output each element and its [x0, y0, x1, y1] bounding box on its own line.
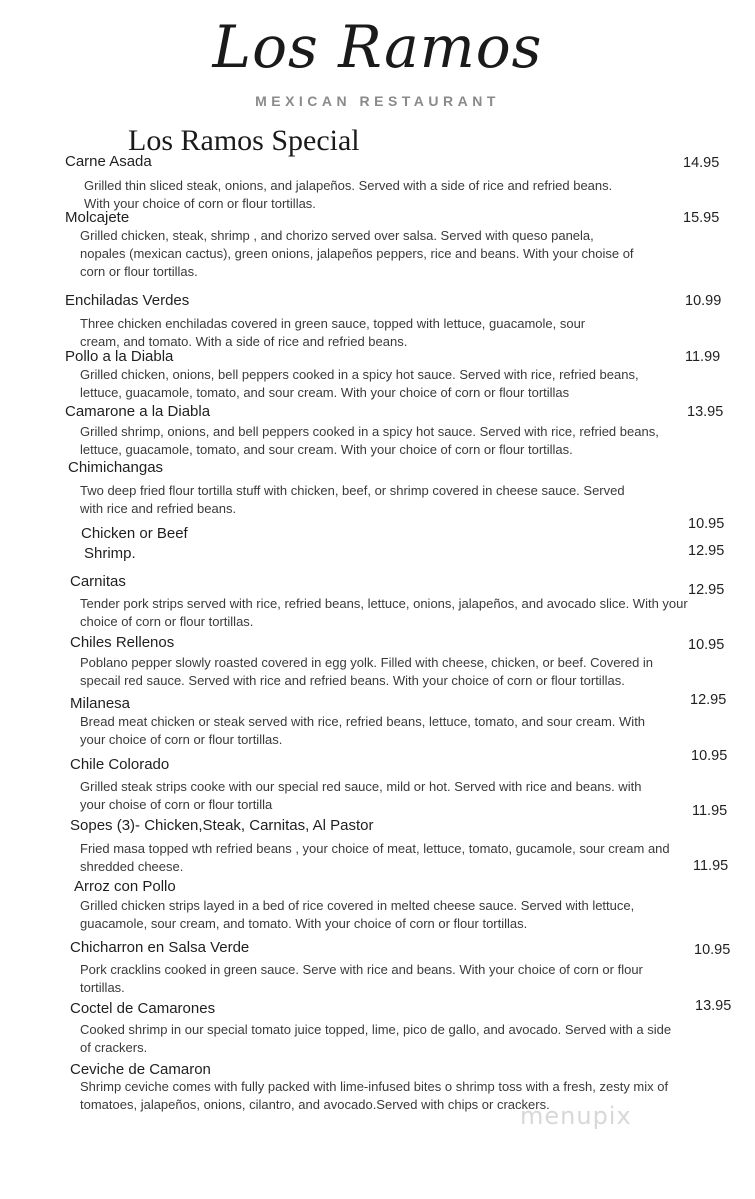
menu-item-price: 14.95 — [683, 155, 720, 171]
menu-item-name: Camarone a la Diabla — [65, 403, 211, 420]
menu-item-name: Chiles Rellenos — [70, 634, 175, 651]
menu-item-name: Arroz con Pollo — [74, 878, 176, 895]
menu-item-description: Three chicken enchiladas covered in green sauce, topped with lettuce, guacamole, sour cream, and tomato. With a side of rice and refried beans. — [80, 316, 586, 349]
menu-option-price: 12.95 — [688, 543, 725, 559]
menupix-watermark: menupix — [520, 1102, 632, 1130]
menu-item-description: Grilled thin sliced steak, onions, and jalapeños. Served with a side of rice and refried beans. With your choice of corn or flour tortillas. — [84, 178, 613, 211]
menu-item-price: 11.95 — [693, 858, 729, 874]
menu-item-price: 10.95 — [694, 942, 731, 958]
menu-item-description: Grilled steak strips cooke with our special red sauce, mild or hot. Served with rice and beans. with your choise of corn or flour tortilla — [80, 779, 642, 812]
menu-item-description: Poblano pepper slowly roasted covered in egg yolk. Filled with cheese, chicken, or beef. Covered in specail red sauce. Served with rice and refried beans. With your choice of corn or flour tortillas. — [80, 655, 654, 688]
menu-item-name: Carnitas — [70, 573, 126, 590]
menu-option-name: Chicken or Beef — [81, 525, 188, 542]
restaurant-logo: Los Ramos — [212, 13, 543, 81]
menu-item-description: Grilled chicken strips layed in a bed of rice covered in melted cheese sauce. Served with lettuce, guacamole, sour cream, and tomato. With your choice of corn or flour tortillas. — [80, 898, 635, 931]
menu-item-name: Sopes (3)- Chicken,Steak, Carnitas, Al Pastor — [70, 817, 374, 834]
menu-item-price: 13.95 — [687, 404, 724, 420]
menu-item-description: Grilled chicken, onions, bell peppers cooked in a spicy hot sauce. Served with rice, refried beans, lettuce, guacamole, tomato, and sour cream. With your choice of corn or flour tortillas — [80, 367, 639, 400]
menu-item-description: Bread meat chicken or steak served with rice, refried beans, lettuce, tomato, and sour cream. With your choice of corn or flour tortillas. — [80, 714, 646, 747]
menu-item-description: Grilled chicken, steak, shrimp , and chorizo served over salsa. Served with queso panela, nopales (mexican cactus), green onions, jalapeños peppers, rice and beans. With your choise of corn or flour tortillas. — [80, 228, 634, 279]
menu-item-price: 15.95 — [683, 210, 720, 226]
menu-item-price: 10.99 — [685, 293, 722, 309]
menu-item-description: Shrimp ceviche comes with fully packed with lime-infused bites o shrimp toss with a fresh, zesty mix of tomatoes, jalapeños, onions, cilantro, and avocado.Served with chips or crackers. — [80, 1079, 669, 1112]
menu-item-name: Carne Asada — [65, 153, 152, 170]
menu-item-name: Chicharron en Salsa Verde — [70, 939, 250, 956]
menu-item-name: Ceviche de Camaron — [70, 1061, 211, 1078]
restaurant-subtitle: MEXICAN RESTAURANT — [255, 93, 500, 109]
menu-item-description: Grilled shrimp, onions, and bell peppers cooked in a spicy hot sauce. Served with rice, refried beans, lettuce, guacamole, tomato, and sour cream. With your choice of corn or flour tortillas. — [80, 424, 659, 457]
menu-item-price: 10.95 — [688, 637, 725, 653]
menu-item-name: Molcajete — [65, 209, 130, 226]
menu-option-name: Shrimp. — [84, 545, 136, 562]
menu-item-name: Enchiladas Verdes — [65, 292, 190, 309]
menu-item-name: Chile Colorado — [70, 756, 170, 773]
section-title: Los Ramos Special — [128, 124, 360, 157]
menu-item-price: 11.95 — [692, 803, 728, 819]
menu-item-name: Chimichangas — [68, 459, 164, 476]
menu-item-description: Fried masa topped wth refried beans , your choice of meat, lettuce, tomato, gucamole, sour cream and shredded cheese. — [80, 841, 670, 874]
menu-item-description: Cooked shrimp in our special tomato juice topped, lime, pico de gallo, and avocado. Served with a side of crackers. — [80, 1022, 672, 1055]
menu-item-price: 13.95 — [695, 998, 732, 1014]
menu-item-name: Milanesa — [70, 695, 131, 712]
menu-item-description: Pork cracklins cooked in green sauce. Serve with rice and beans. With your choice of corn or flour tortillas. — [80, 962, 643, 995]
menu-item-price: 10.95 — [691, 748, 728, 764]
menu-item-description: Tender pork strips served with rice, refried beans, lettuce, onions, jalapeños, and avocado slice. With your choice of corn or flour tortillas. — [80, 596, 688, 629]
menu-item-name: Coctel de Camarones — [70, 1000, 216, 1017]
menu-item-description: Two deep fried flour tortilla stuff with chicken, beef, or shrimp covered in cheese sauce. Served with rice and refried beans. — [80, 483, 625, 516]
menu-item-name: Pollo a la Diabla — [65, 348, 174, 365]
menu-option-price: 10.95 — [688, 516, 725, 532]
menu-item-price: 11.99 — [685, 349, 721, 365]
menu-item-price: 12.95 — [688, 582, 725, 598]
menu-item-price: 12.95 — [690, 692, 727, 708]
